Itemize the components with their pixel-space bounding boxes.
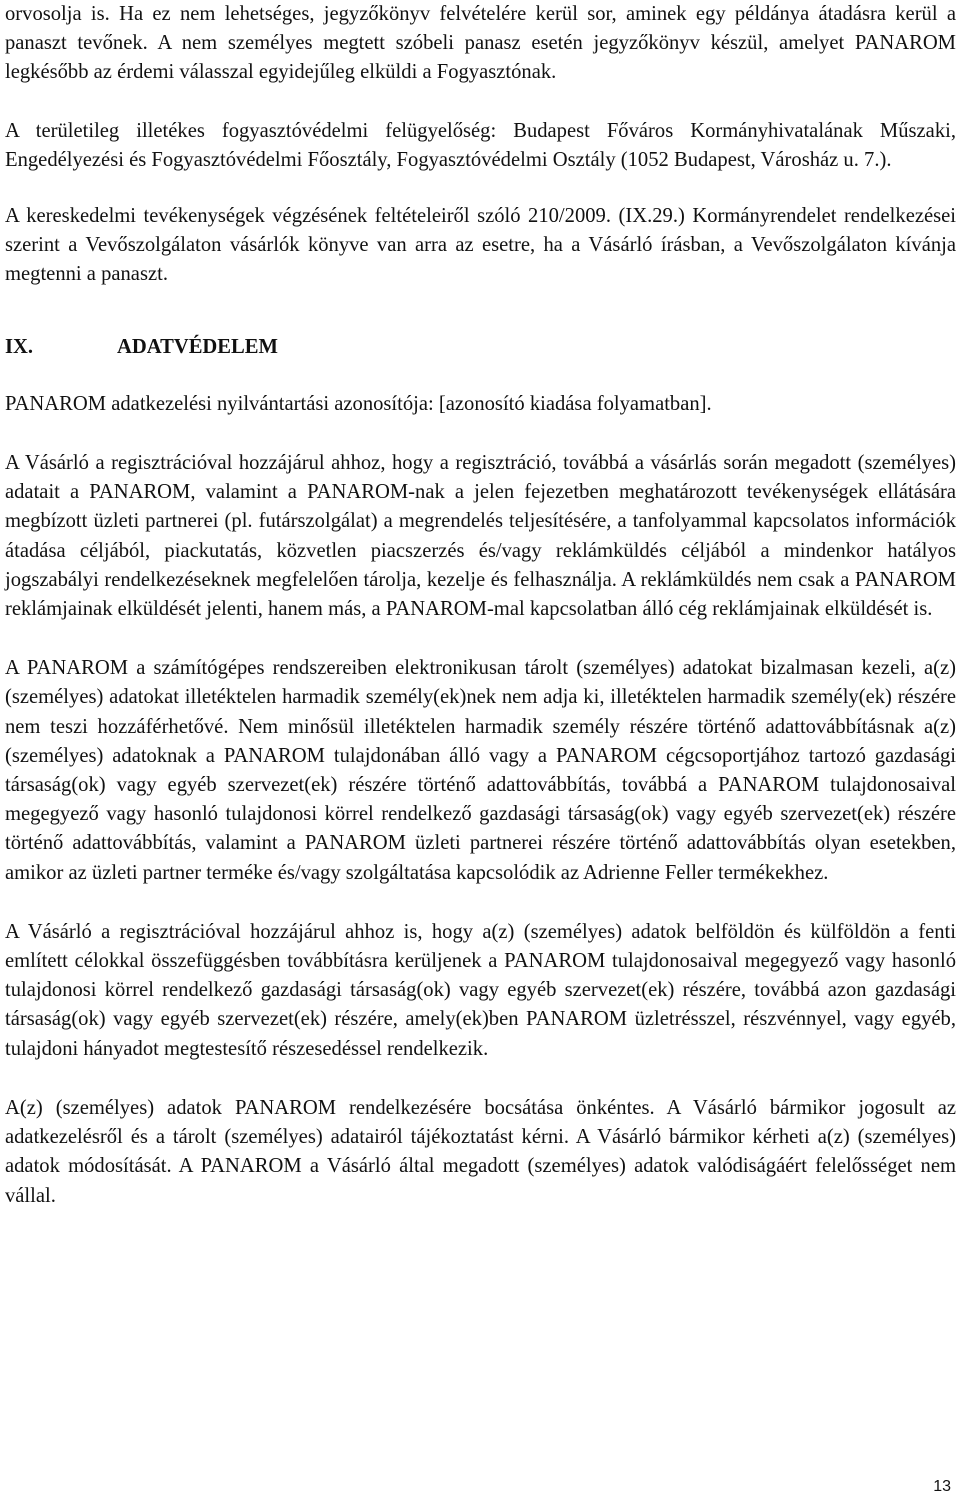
authority-paragraph: A területileg illetékes fogyasztóvédelmi felügyelőség: Budapest Főváros Kormányhivatalának Műszaki, Engedélyezési és Fogyasztóvédelmi Főosztály, Fogyasztóvédelmi Osztály (1052 Budapest, Városház u. 7.).: [5, 119, 956, 171]
section-title: ADATVÉDELEM: [117, 335, 278, 358]
document-page: [5, 0, 956, 1211]
section-heading: [5, 333, 956, 362]
regulation-paragraph: A kereskedelmi tevékenységek végzésének feltételeiről szóló 210/2009. (IX.29.) Kormányrendelet rendelkezései szerint a Vevőszolgálaton vásárlók könyve van arra az esetre, ha a Vásárló írásban, a Vevőszolgálaton kívánja megtenni a panaszt.: [5, 205, 956, 286]
intro-paragraph: orvosolja is. Ha ez nem lehetséges, jegyzőkönyv felvételére kerül sor, aminek egy példánya átadásra kerül a panaszt tevőnek. A nem személyes megtett szóbeli panasz esetén jegyzőkönyv készül, amelyet PANAROM legkésőbb az érdemi válasszal egyidejűleg elküldi a Fogyasztónak.: [5, 3, 956, 84]
section-number: IX.: [5, 335, 34, 358]
transfer-paragraph: A Vásárló a regisztrációval hozzájárul ahhoz is, hogy a(z) (személyes) adatok belföldön és külföldön a fenti említett célokkal összefüggésben továbbításra kerüljenek a PANAROM tulajdonosaival megegyező vagy hasonló tulajdonosi körrel rendelkező gazdasági társaság(ok) vagy egyéb szervezet(ek) részére, továbbá azon gazdasági társaság(ok) vagy egyéb szervezet(ek) részére, amely(ek)ben PANAROM üzletrésszel, részvénnyel, vagy egyéb, tulajdoni hányadot megtestesítő részesedéssel rendelkezik.: [5, 920, 956, 1060]
page-number: 13: [933, 1478, 951, 1495]
registry-paragraph: PANAROM adatkezelési nyilvántartási azonosítója: [azonosító kiadása folyamatban].: [5, 392, 712, 415]
confidential-paragraph: A PANAROM a számítógépes rendszereiben elektronikusan tárolt (személyes) adatokat bizalmasan kezeli, a(z) (személyes) adatokat illetéktelen harmadik személy(ek)nek nem adja ki, illetéktelen harmadik személy(ek) részére nem teszi hozzáférhetővé. Nem minősül illetéktelen harmadik személy részére történő adattovábbításnak a(z) (személyes) adatoknak a PANAROM tulajdonában álló vagy a PANAROM cégcsoportjához tartozó gazdasági társaság(ok) vagy egyéb szervezet(ek) részére történő adattovábbítás, továbbá a PANAROM tulajdonosaival megegyező vagy hasonló tulajdonosi körrel rendelkező gazdasági társaság(ok) vagy egyéb szervezet(ek) részére történő adattovábbítás, valamint a PANAROM üzleti partnerei részére történő adattovábbítás olyan esetekben, amikor az üzleti partner terméke és/vagy szolgáltatása kapcsolódik az Adrienne Feller termékekhez.: [5, 657, 956, 884]
voluntary-paragraph: A(z) (személyes) adatok PANAROM rendelkezésére bocsátása önkéntes. A Vásárló bármikor jogosult az adatkezelésről és a tárolt (személyes) adatairól tájékoztatást kérni. A Vásárló bármikor kérheti a(z) (személyes) adatok módosítását. A PANAROM a Vásárló által megadott (személyes) adatok valódiságáért felelősséget nem vállal.: [5, 1096, 956, 1207]
consent-paragraph: A Vásárló a regisztrációval hozzájárul ahhoz, hogy a regisztráció, továbbá a vásárlás során megadott (személyes) adatait a PANAROM, valamint a PANAROM-nak a jelen fejezetben meghatározott tevékenységek ellátására megbízott üzleti partnerei (pl. futárszolgálat) a megrendelés teljesítésére, a tanfolyammal kapcsolatos információk átadása céljából, piackutatás, közvetlen piacszerzés és/vagy reklámküldés céljából a mindenkor hatályos jogszabályi rendelkezéseknek megfelelően tárolja, kezelje és felhasználja. A reklámküldés nem csak a PANAROM reklámjainak elküldését jelenti, hanem más, a PANAROM-mal kapcsolatban álló cég reklámjainak elküldését is.: [5, 452, 956, 621]
